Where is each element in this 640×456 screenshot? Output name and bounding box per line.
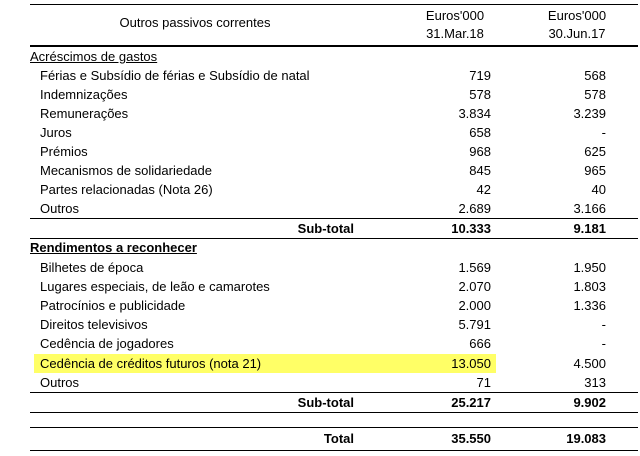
total-label: Total [323, 431, 354, 446]
value-2018: 578 [469, 87, 491, 102]
row-label: Outros [40, 375, 80, 390]
section-heading-label: Rendimentos a reconhecer [30, 240, 197, 255]
row-label: Indemnizações [40, 87, 128, 102]
value-2017: 1.950 [573, 260, 606, 275]
value-2018: 2.000 [458, 298, 491, 313]
value-2018: 666 [469, 336, 491, 351]
value-2018: 719 [469, 68, 491, 83]
table-row [0, 373, 640, 392]
total-row [0, 429, 640, 448]
table-row [0, 161, 640, 180]
col1-unit: Euros'000 [425, 8, 485, 23]
row-label: Bilhetes de época [40, 260, 144, 275]
row-label: Cedência de jogadores [40, 336, 174, 351]
table-row [0, 142, 640, 161]
row-label: Mecanismos de solidariedade [40, 163, 212, 178]
value-2018: 71 [476, 375, 491, 390]
row-label: Juros [40, 125, 72, 140]
table-row [0, 104, 640, 123]
table-row [0, 199, 640, 218]
row-label: Lugares especiais, de leão e camarotes [40, 279, 270, 294]
table-row [0, 180, 640, 199]
section-heading-accruals [0, 47, 640, 66]
value-2017: 3.166 [573, 201, 606, 216]
value-2018: 13.050 [451, 356, 491, 371]
section-heading-deferred-income [0, 238, 640, 257]
table-row [0, 277, 640, 296]
value-2018: 845 [469, 163, 491, 178]
subtotal-2017: 9.181 [573, 221, 606, 236]
total-2017: 19.083 [566, 431, 606, 446]
subtotal-label: Sub-total [297, 221, 354, 236]
subtotal-row [0, 393, 640, 412]
row-label: Partes relacionadas (Nota 26) [40, 182, 213, 197]
row-label: Férias e Subsídio de férias e Subsídio de natal [40, 68, 310, 83]
row-label: Patrocínios e publicidade [40, 298, 186, 313]
table-row [0, 315, 640, 334]
value-2017: - [601, 336, 606, 351]
value-2017: 1.803 [573, 279, 606, 294]
value-2018: 2.689 [458, 201, 491, 216]
row-label: Remunerações [40, 106, 129, 121]
subtotal-row [0, 219, 640, 238]
table-row [0, 334, 640, 353]
value-2017: - [601, 125, 606, 140]
row-label: Direitos televisivos [40, 317, 148, 332]
subtotal-2018: 25.217 [451, 395, 491, 410]
value-2018: 42 [476, 182, 491, 197]
value-2018: 658 [469, 125, 491, 140]
value-2018: 968 [469, 144, 491, 159]
value-2018: 3.834 [458, 106, 491, 121]
subtotal-label: Sub-total [297, 395, 354, 410]
total-2018: 35.550 [451, 431, 491, 446]
subtotal-2018: 10.333 [451, 221, 491, 236]
subtotal-2017: 9.902 [573, 395, 606, 410]
section-heading-label: Acréscimos de gastos [30, 49, 158, 64]
table-row [0, 123, 640, 142]
value-2018: 5.791 [458, 317, 491, 332]
value-2017: 625 [584, 144, 606, 159]
value-2018: 2.070 [458, 279, 491, 294]
table-title: Outros passivos correntes [119, 15, 271, 30]
value-2017: 578 [584, 87, 606, 102]
col1-date: 31.Mar.18 [426, 26, 484, 41]
value-2017: 1.336 [573, 298, 606, 313]
table-row-highlighted [0, 354, 640, 373]
value-2017: 965 [584, 163, 606, 178]
value-2017: 568 [584, 68, 606, 83]
value-2017: 3.239 [573, 106, 606, 121]
value-2017: 40 [591, 182, 606, 197]
col2-unit: Euros'000 [547, 8, 607, 23]
table-row [0, 85, 640, 104]
value-2017: 4.500 [573, 356, 606, 371]
row-label: Cedência de créditos futuros (nota 21) [40, 356, 262, 371]
table-row [0, 296, 640, 315]
table-row [0, 66, 640, 85]
row-label: Outros [40, 201, 80, 216]
col2-date: 30.Jun.17 [548, 26, 606, 41]
table-row [0, 258, 640, 277]
row-label: Prémios [40, 144, 88, 159]
value-2017: - [601, 317, 606, 332]
value-2018: 1.569 [458, 260, 491, 275]
value-2017: 313 [584, 375, 606, 390]
